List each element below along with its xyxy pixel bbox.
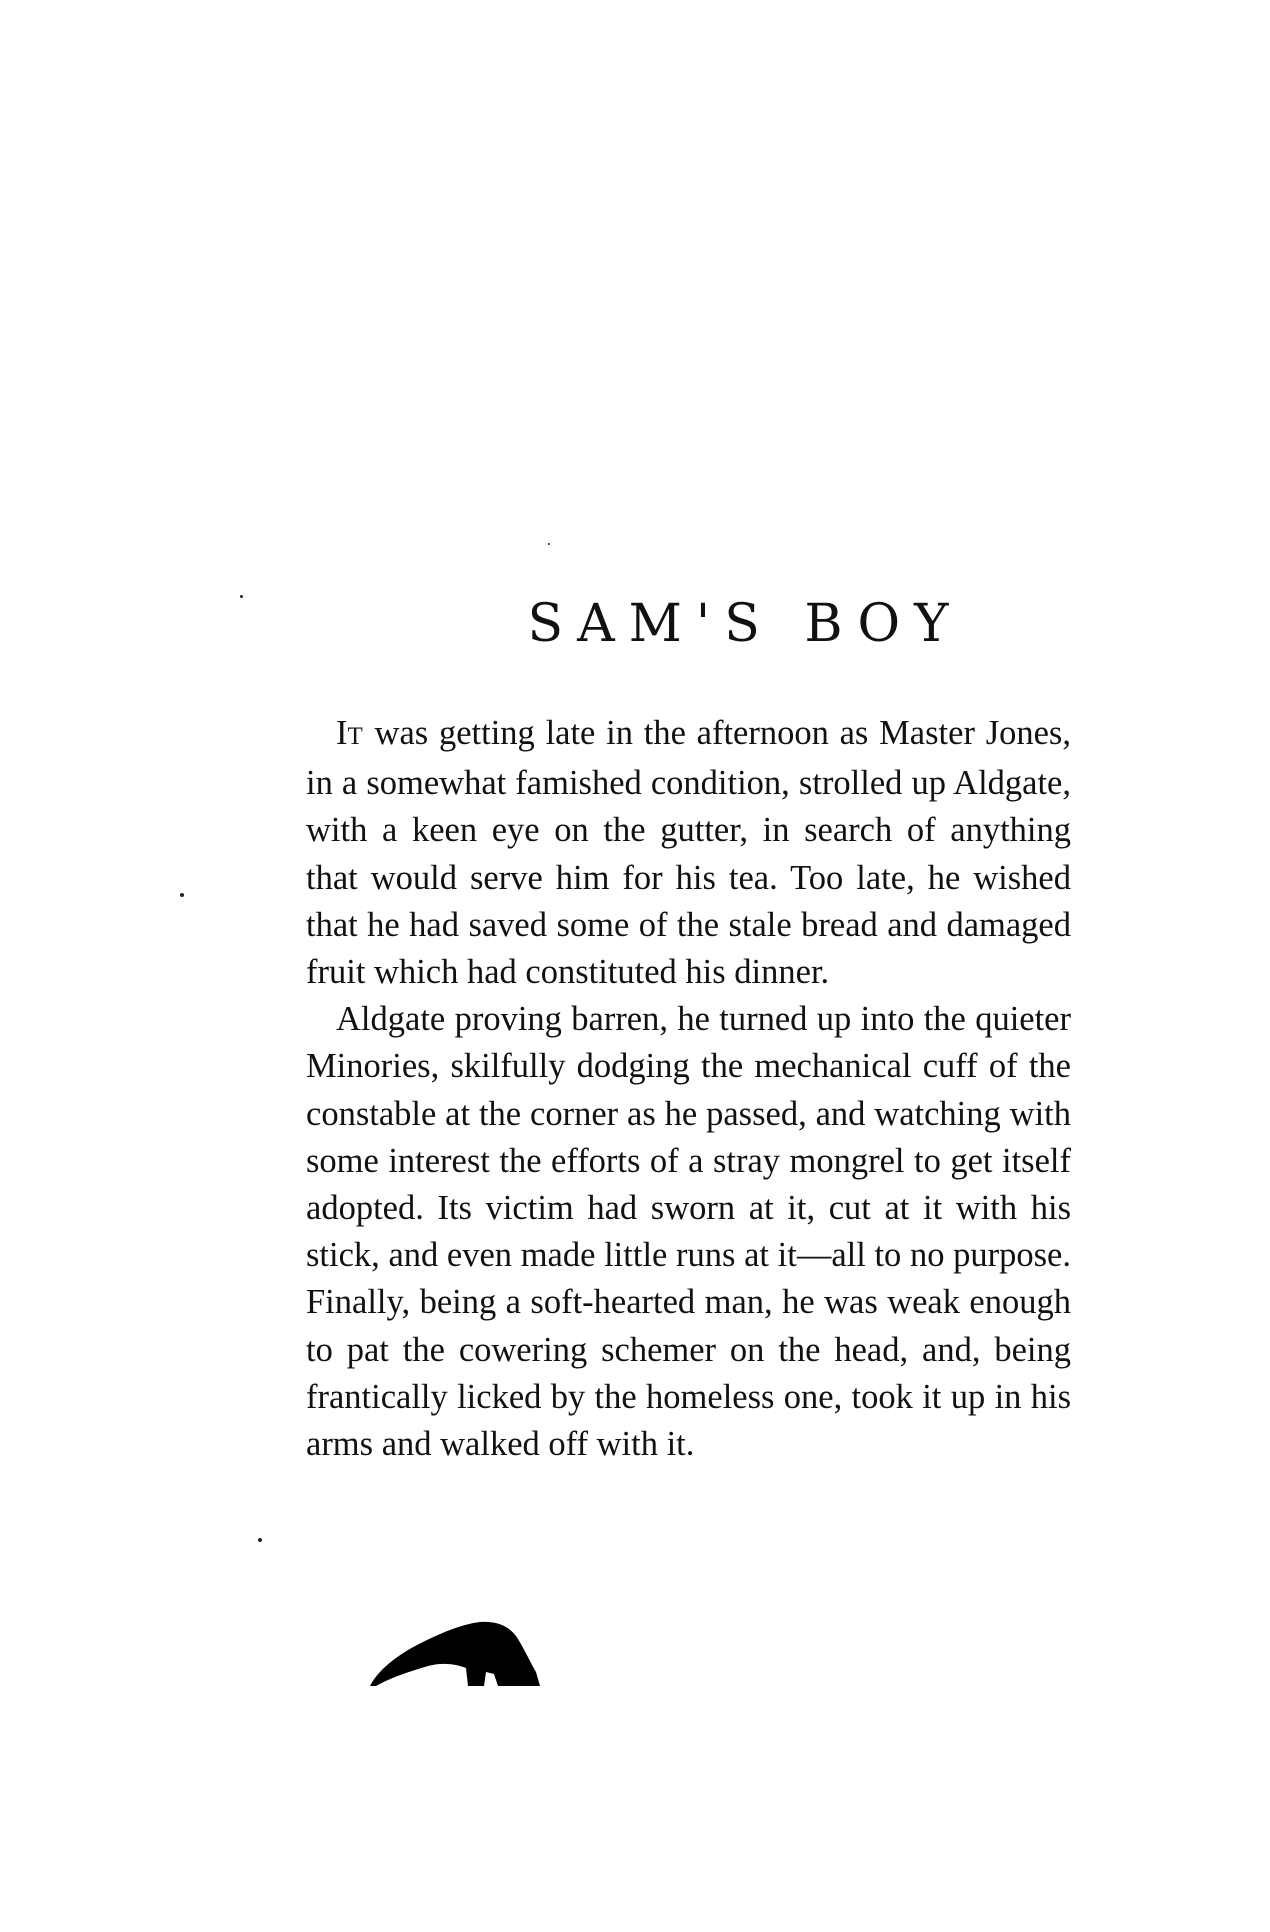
paragraph-1-text: was getting late in the afternoon as Master Jones, in a somewhat famished condition, strolled up Aldgate, with a keen eye on the gutter, in search of anything that would serve him for his tea. Too late, he wished that he had saved some of the stale bread and damaged fruit which had constituted his dinner.	[306, 714, 1071, 992]
print-speck	[180, 893, 184, 897]
paragraph-2: Aldgate proving barren, he turned up into the quieter Minories, skilfully dodging the mechanical cuff of the constable at the corner as he passed, and watching with some interest the efforts of a stray mongrel to get itself adopted. Its victim had sworn at it, cut at it with his stick, and even made little runs at it—all to no purpose. Finally, being a soft-hearted man, he was weak enough to pat the cowering schemer on the head, and, being frantically licked by the homeless one, took it up in his arms and walked off with it.	[306, 1000, 1071, 1464]
chapter-body	[306, 710, 1071, 1468]
print-speck	[548, 543, 550, 545]
chapter-title: SAM'S BOY	[527, 594, 963, 654]
print-speck	[240, 595, 243, 598]
paragraph-lead-small-caps: T	[347, 723, 364, 750]
print-speck	[258, 1538, 262, 1542]
paragraph-lead-cap: I	[336, 714, 348, 752]
torn-paper-fragment-icon	[368, 1612, 540, 1686]
paragraph-1	[306, 710, 1071, 996]
